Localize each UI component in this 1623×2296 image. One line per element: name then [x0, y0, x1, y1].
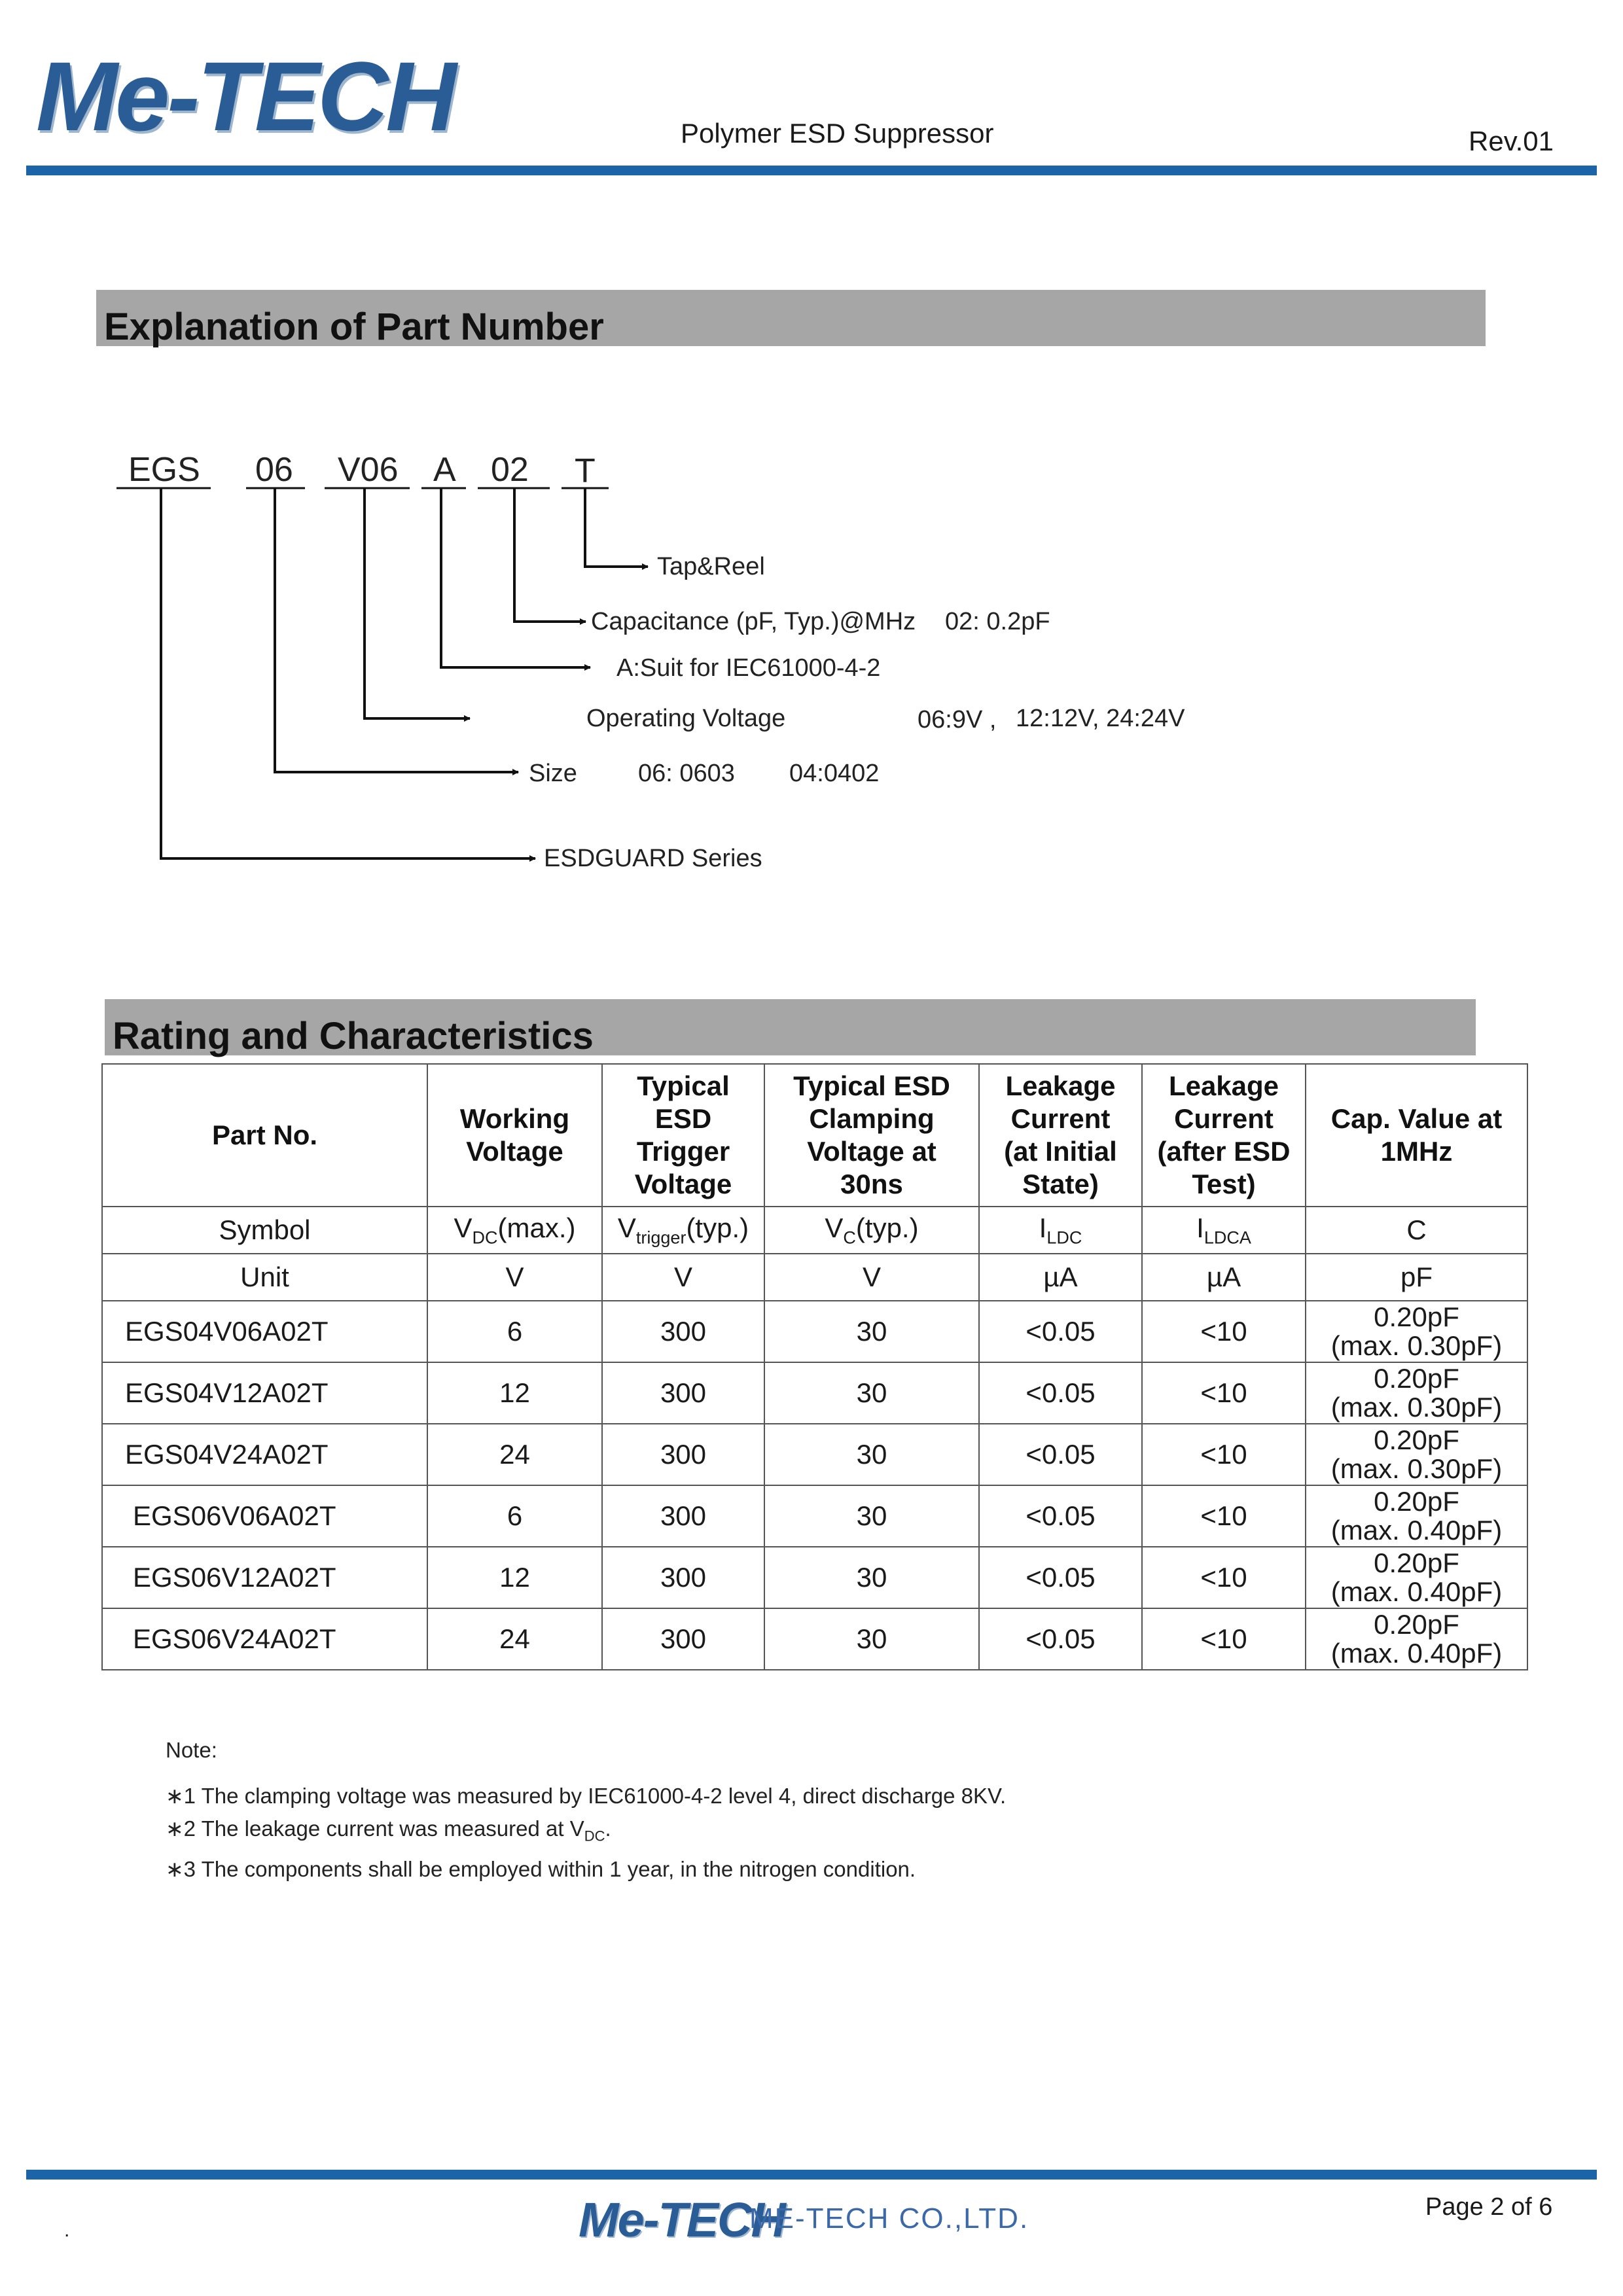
- header-trigger-voltage: Typical ESD Trigger Voltage: [602, 1064, 764, 1207]
- part-no-cell: EGS06V24A02T: [102, 1608, 427, 1670]
- header-leakage-after: Leakage Current (after ESD Test): [1142, 1064, 1306, 1207]
- table-cell: <0.05: [979, 1547, 1142, 1608]
- symbol-ildca: $I_{LDCA}$: [1142, 1207, 1306, 1254]
- capacitance-cell: 0.20pF (max. 0.40pF): [1306, 1547, 1527, 1608]
- logo-text: Me-TECH: [36, 41, 454, 151]
- table-cell: 30: [764, 1608, 979, 1670]
- symbol-vc: $V_C(typ.)$: [764, 1207, 979, 1254]
- label-size: Size: [529, 760, 577, 787]
- table-cell: 300: [602, 1424, 764, 1485]
- table-cell: 30: [764, 1362, 979, 1424]
- table-cell: 12: [427, 1362, 602, 1424]
- code-part-size: 06: [255, 451, 293, 489]
- document-title: Polymer ESD Suppressor: [681, 118, 994, 149]
- table-cell: <0.05: [979, 1608, 1142, 1670]
- table-cell: 300: [602, 1301, 764, 1362]
- table-row: [102, 1301, 1527, 1362]
- label-suit: A:Suit for IEC61000-4-2: [616, 654, 881, 682]
- unit-cell: µA: [979, 1254, 1142, 1301]
- table-row: [102, 1362, 1527, 1424]
- label-size-option-2: 04:0402: [789, 760, 880, 787]
- symbol-ildc: $I_{LDC}$: [979, 1207, 1142, 1254]
- footer-company-name: ME-TECH CO.,LTD.: [749, 2202, 1029, 2234]
- code-part-capacitance: 02: [491, 451, 529, 489]
- leader-series: [161, 488, 535, 858]
- table-row: [102, 1547, 1527, 1608]
- table-cell: <10: [1142, 1547, 1306, 1608]
- part-no-cell: EGS06V12A02T: [102, 1547, 427, 1608]
- table-cell: 6: [427, 1485, 602, 1547]
- leader-size: [275, 488, 518, 772]
- code-part-voltage: V06: [338, 451, 399, 489]
- table-cell: 12: [427, 1547, 602, 1608]
- part-no-cell: EGS04V24A02T: [102, 1424, 427, 1485]
- table-cell: <0.05: [979, 1362, 1142, 1424]
- table-row: [102, 1485, 1527, 1547]
- part-no-cell: EGS06V06A02T: [102, 1485, 427, 1547]
- footer-dot: .: [64, 2219, 70, 2241]
- unit-cell: µA: [1142, 1254, 1306, 1301]
- capacitance-cell: 0.20pF (max. 0.30pF): [1306, 1301, 1527, 1362]
- unit-cell: Unit: [102, 1254, 427, 1301]
- label-operating-voltage: Operating Voltage: [586, 705, 786, 732]
- code-part-packaging: T: [575, 452, 596, 490]
- unit-cell: V: [602, 1254, 764, 1301]
- table-cell: <10: [1142, 1362, 1306, 1424]
- footer-divider: [26, 2170, 1597, 2180]
- table-cell: 300: [602, 1547, 764, 1608]
- unit-cell: V: [764, 1254, 979, 1301]
- table-cell: 30: [764, 1485, 979, 1547]
- table-cell: <0.05: [979, 1424, 1142, 1485]
- table-row: [102, 1424, 1527, 1485]
- code-part-suit: A: [433, 451, 456, 489]
- leader-lines: [161, 488, 648, 858]
- capacitance-cell: 0.20pF (max. 0.40pF): [1306, 1485, 1527, 1547]
- symbol-row: [102, 1207, 1527, 1254]
- leader-tap-reel: [585, 488, 648, 567]
- code-part-series: EGS: [128, 451, 200, 489]
- part-no-cell: EGS04V12A02T: [102, 1362, 427, 1424]
- symbol-vdc: $V_{DC}(\max.)$: [427, 1207, 602, 1254]
- header-part-no: Part No.: [102, 1064, 427, 1207]
- unit-row: [102, 1254, 1527, 1301]
- header-working-voltage: Working Voltage: [427, 1064, 602, 1207]
- table-header-row: [102, 1064, 1527, 1207]
- table-cell: <10: [1142, 1424, 1306, 1485]
- rating-table: [101, 1063, 1528, 1670]
- note-1: ∗1 The clamping voltage was measured by IEC61000-4-2 level 4, direct discharge 8KV.: [166, 1784, 1007, 1808]
- label-voltage-option-1: 06:9V ,: [918, 706, 997, 733]
- header-capacitance: Cap. Value at 1MHz: [1306, 1064, 1527, 1207]
- table-cell: 24: [427, 1608, 602, 1670]
- symbol-vtrigger: $V_{trigger}(typ.)$: [602, 1207, 764, 1254]
- section-title: Rating and Characteristics: [113, 1015, 594, 1057]
- table-cell: 30: [764, 1547, 979, 1608]
- table-cell: 30: [764, 1301, 979, 1362]
- note-3: ∗3 The components shall be employed within 1 year, in the nitrogen condition.: [166, 1856, 916, 1881]
- table-cell: <10: [1142, 1301, 1306, 1362]
- label-capacitance-value: 02: 0.2pF: [945, 608, 1050, 635]
- table-cell: <10: [1142, 1485, 1306, 1547]
- revision-label: Rev.01: [1469, 126, 1554, 156]
- label-size-option-1: 06: 0603: [638, 760, 735, 787]
- table-cell: 300: [602, 1485, 764, 1547]
- label-voltage-option-2: 12:12V, 24:24V: [1016, 705, 1185, 732]
- part-number-diagram: [0, 0, 1623, 916]
- table-cell: <10: [1142, 1608, 1306, 1670]
- table-row: [102, 1608, 1527, 1670]
- rating-section-header: [105, 999, 1476, 1055]
- label-series: ESDGUARD Series: [544, 845, 762, 872]
- symbol-label: Symbol: [102, 1207, 427, 1254]
- unit-cell: pF: [1306, 1254, 1527, 1301]
- table-cell: 300: [602, 1608, 764, 1670]
- page-number: Page 2 of 6: [1425, 2193, 1553, 2221]
- notes-title: Note:: [166, 1738, 217, 1762]
- part-no-cell: EGS04V06A02T: [102, 1301, 427, 1362]
- header-leakage-initial: Leakage Current (at Initial State): [979, 1064, 1142, 1207]
- leader-capacitance: [514, 488, 586, 622]
- header-clamping-voltage: Typical ESD Clamping Voltage at 30ns: [764, 1064, 979, 1207]
- label-capacitance: Capacitance (pF, Typ.)@MHz: [591, 608, 916, 635]
- capacitance-cell: 0.20pF (max. 0.40pF): [1306, 1608, 1527, 1670]
- capacitance-cell: 0.20pF (max. 0.30pF): [1306, 1424, 1527, 1485]
- capacitance-cell: 0.20pF (max. 0.30pF): [1306, 1362, 1527, 1424]
- footer-logo: Me-TECH: [579, 2193, 785, 2247]
- section-title: Explanation of Part Number: [104, 306, 604, 348]
- table-cell: 24: [427, 1424, 602, 1485]
- leader-voltage: [365, 488, 470, 718]
- symbol-c: C: [1306, 1207, 1527, 1254]
- table-cell: 300: [602, 1362, 764, 1424]
- table-cell: <0.05: [979, 1301, 1142, 1362]
- table-cell: <0.05: [979, 1485, 1142, 1547]
- table-cell: 6: [427, 1301, 602, 1362]
- notes: [166, 1734, 1006, 1886]
- table-cell: 30: [764, 1424, 979, 1485]
- unit-cell: V: [427, 1254, 602, 1301]
- label-tap-reel: Tap&Reel: [657, 553, 765, 580]
- note-2: ∗2 The leakage current was measured at $V_{DC}$.: [166, 1816, 611, 1845]
